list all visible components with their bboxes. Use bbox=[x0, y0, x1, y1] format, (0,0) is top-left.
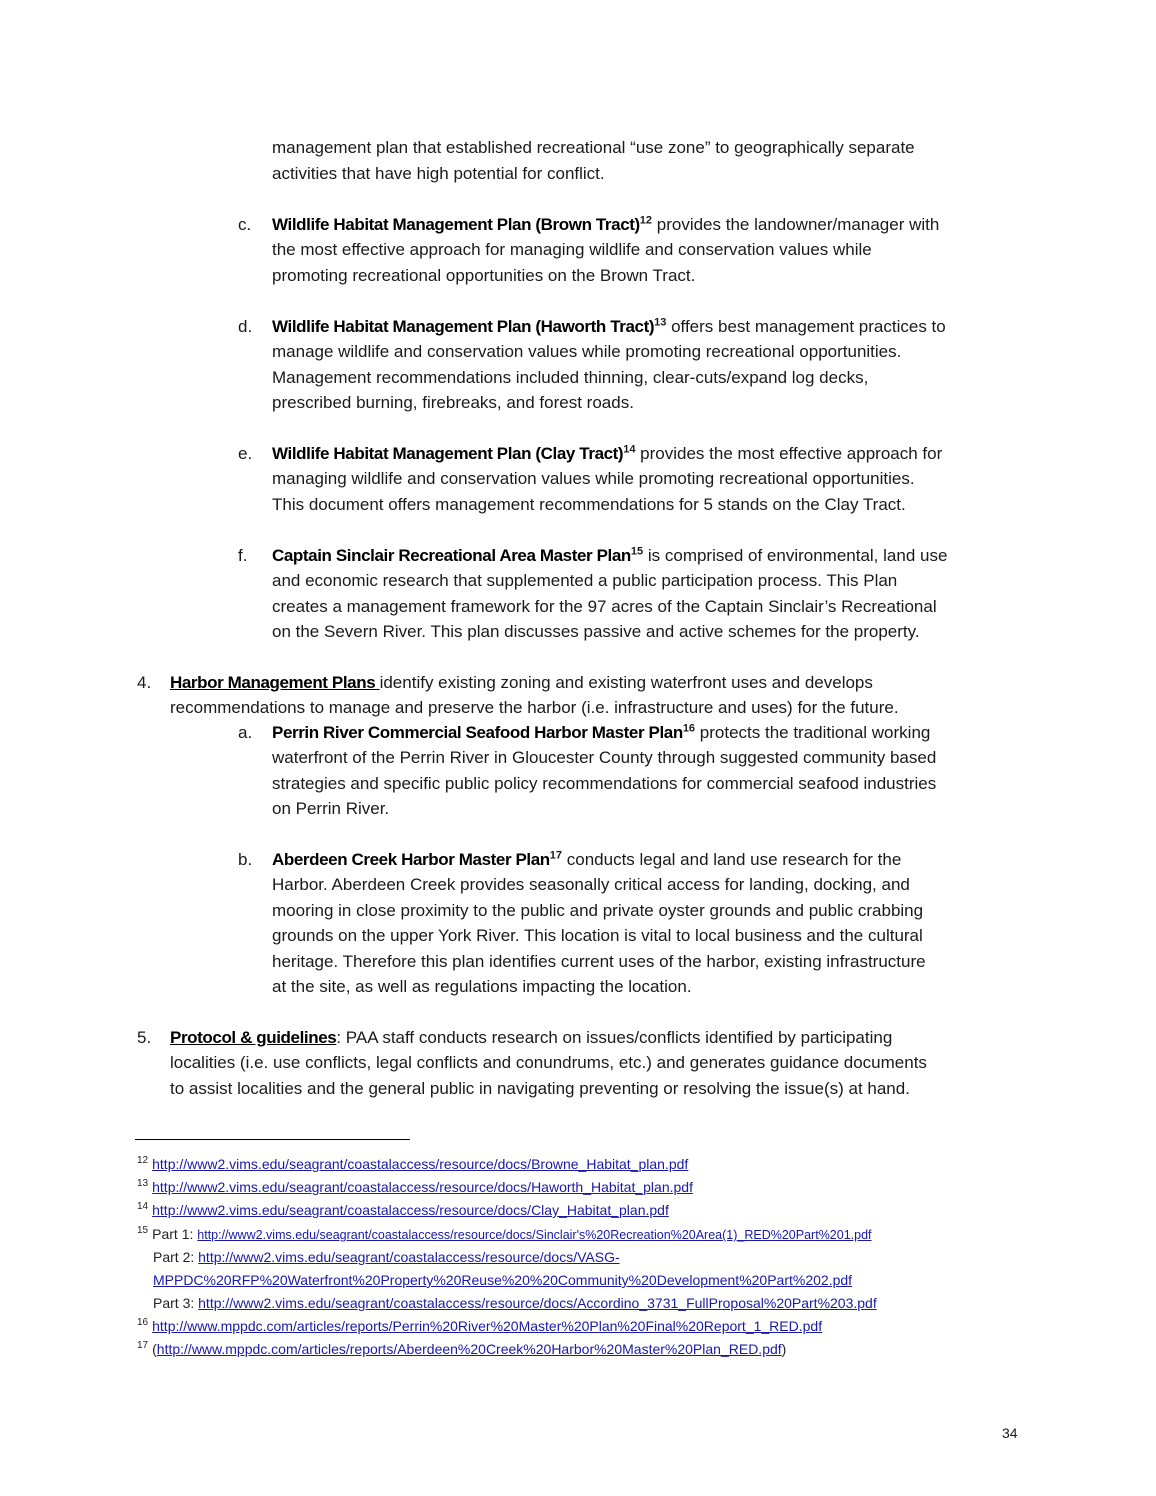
footnote-link[interactable]: http://www2.vims.edu/seagrant/coastalaccess/resource/docs/Haworth_Habitat_plan.pdf bbox=[152, 1179, 693, 1195]
page-number: 34 bbox=[1002, 1425, 1018, 1441]
list-item-line: creates a management framework for the 97 acres of the Captain Sinclair’s Recreational bbox=[272, 596, 937, 616]
footnote-ref[interactable]: 14 bbox=[623, 443, 636, 456]
list-item-line: prescribed burning, firebreaks, and forest roads. bbox=[272, 393, 634, 413]
list-item-first-line bbox=[272, 316, 946, 338]
list-item-line: at the site, as well as regulations impacting the location. bbox=[272, 977, 692, 996]
list-item-line: the most effective approach for managing wildlife and conservation values while bbox=[272, 240, 872, 260]
footnote-link[interactable]: http://www2.vims.edu/seagrant/coastalaccess/resource/docs/Browne_Habitat_plan.pdf bbox=[152, 1156, 689, 1172]
item-title: Wildlife Habitat Management Plan (Clay Tract) bbox=[272, 444, 624, 463]
item-title: Aberdeen Creek Harbor Master Plan bbox=[272, 850, 550, 869]
list-item-line: localities (i.e. use conflicts, legal conflicts and conundrums, etc.) and generates guidance documents bbox=[170, 1053, 927, 1073]
footnote bbox=[137, 1317, 822, 1335]
footnote-link[interactable]: http://www.mppdc.com/articles/reports/Aberdeen%20Creek%20Harbor%20Master%20Plan_RED.pdf bbox=[156, 1341, 782, 1357]
list-item-first-line bbox=[272, 214, 939, 236]
footnote-number: 12 bbox=[137, 1155, 149, 1167]
footnote bbox=[137, 1201, 669, 1219]
item-title: Protocol & guidelines bbox=[170, 1028, 337, 1047]
list-item-first-line bbox=[170, 1027, 892, 1049]
list-item-first-line bbox=[272, 443, 942, 465]
list-item-line: Management recommendations included thinning, clear-cuts/expand log decks, bbox=[272, 367, 869, 387]
list-marker: 5. bbox=[137, 1028, 152, 1047]
footnote-prefix: ( bbox=[152, 1341, 157, 1357]
footnote-link[interactable]: http://www2.vims.edu/seagrant/coastalaccess/resource/docs/Sinclair's%20Recreation%20Area(1)_RED%20Part%201.pdf bbox=[197, 1228, 872, 1242]
footnote bbox=[137, 1340, 786, 1358]
list-marker: c. bbox=[238, 215, 252, 234]
list-marker: e. bbox=[238, 444, 253, 463]
item-title: Wildlife Habitat Management Plan (Haworth Tract) bbox=[272, 317, 655, 336]
footnote bbox=[153, 1294, 877, 1312]
footnote-link[interactable]: http://www2.vims.edu/seagrant/coastalaccess/resource/docs/Clay_Habitat_plan.pdf bbox=[152, 1202, 669, 1218]
list-item-line: mooring in close proximity to the public and private oyster grounds and public crabbing bbox=[272, 900, 924, 920]
item-text: offers best management practices to bbox=[666, 317, 946, 336]
footnote-link[interactable]: http://www2.vims.edu/seagrant/coastalaccess/resource/docs/Accordino_3731_FullProposal%20Part%203.pdf bbox=[198, 1295, 877, 1311]
footnote-prefix: Part 1: bbox=[152, 1226, 198, 1242]
footnote bbox=[137, 1225, 872, 1244]
footnote-prefix: Part 3: bbox=[153, 1295, 199, 1311]
list-item-line: on Perrin River. bbox=[272, 799, 390, 819]
list-item-line: Harbor. Aberdeen Creek provides seasonally critical access for landing, docking, and bbox=[272, 875, 910, 895]
footnote-number: 16 bbox=[137, 1317, 149, 1329]
footnote-prefix: Part 2: bbox=[153, 1249, 199, 1265]
item-title: Wildlife Habitat Management Plan (Brown Tract) bbox=[272, 215, 640, 234]
item-text: is comprised of environmental, land use bbox=[643, 546, 948, 565]
footnote-suffix: ) bbox=[781, 1341, 787, 1357]
list-item-first-line bbox=[272, 722, 930, 744]
list-marker: 4. bbox=[137, 673, 152, 692]
item-text: provides the landowner/manager with bbox=[652, 215, 940, 234]
footnote-ref[interactable]: 17 bbox=[549, 849, 563, 862]
list-marker: f. bbox=[238, 546, 248, 565]
list-item-line: promoting recreational opportunities on the Brown Tract. bbox=[272, 265, 696, 285]
footnote-link[interactable]: MPPDC%20RFP%20Waterfront%20Property%20Reuse%20%20Community%20Development%20Part%202.pdf bbox=[153, 1272, 853, 1288]
list-item-first-line bbox=[272, 849, 901, 871]
footnote-number: 15 bbox=[137, 1225, 149, 1237]
list-marker: b. bbox=[238, 850, 253, 869]
item-title: Perrin River Commercial Seafood Harbor Master Plan bbox=[272, 723, 683, 742]
footnote-link[interactable]: http://www.mppdc.com/articles/reports/Perrin%20River%20Master%20Plan%20Final%20Report_1_RED.pdf bbox=[152, 1318, 823, 1334]
footnote-ref[interactable]: 13 bbox=[654, 316, 667, 329]
list-item-line: heritage. Therefore this plan identifies current uses of the harbor, existing infrastructure bbox=[272, 951, 926, 971]
item-text: : PAA staff conducts research on issues/conflicts identified by participating bbox=[336, 1028, 893, 1047]
footnote bbox=[137, 1178, 693, 1196]
list-item-line: manage wildlife and conservation values while promoting recreational opportunities. bbox=[272, 342, 902, 362]
footnote bbox=[153, 1248, 620, 1266]
list-item-line: waterfront of the Perrin River in Gloucester County through suggested community based bbox=[272, 748, 937, 768]
item-text: protects the traditional working bbox=[695, 723, 931, 742]
footnote-number: 14 bbox=[137, 1201, 149, 1213]
footnote-ref[interactable]: 12 bbox=[639, 214, 653, 227]
list-item-first-line bbox=[170, 672, 873, 694]
footnote-separator bbox=[135, 1139, 410, 1140]
footnote-number: 17 bbox=[137, 1340, 149, 1352]
footnote-number: 13 bbox=[137, 1178, 149, 1190]
list-item-line: grounds on the upper York River. This location is vital to local business and the cultural bbox=[272, 926, 923, 946]
footnote bbox=[137, 1155, 688, 1173]
paragraph-line: activities that have high potential for conflict. bbox=[272, 164, 605, 183]
footnote-ref[interactable]: 15 bbox=[630, 545, 644, 558]
footnote bbox=[153, 1271, 852, 1289]
list-item-line: managing wildlife and conservation values while promoting recreational opportunities. bbox=[272, 469, 915, 489]
list-item-line: recommendations to manage and preserve the harbor (i.e. infrastructure and uses) for the future. bbox=[170, 698, 899, 718]
list-marker: a. bbox=[238, 723, 253, 742]
item-text: conducts legal and land use research for the bbox=[562, 850, 902, 869]
list-marker: d. bbox=[238, 317, 253, 336]
list-item-line: and economic research that supplemented a public participation process. This Plan bbox=[272, 571, 898, 591]
list-item-line: on the Severn River. This plan discusses passive and active schemes for the property. bbox=[272, 622, 920, 642]
item-title: Captain Sinclair Recreational Area Master Plan bbox=[272, 546, 631, 565]
list-item-line: to assist localities and the general public in navigating preventing or resolving the issue(s) at hand. bbox=[170, 1078, 910, 1098]
item-title: Harbor Management Plans bbox=[170, 673, 380, 692]
paragraph-line: management plan that established recreational “use zone” to geographically separate bbox=[272, 138, 915, 157]
item-text: identify existing zoning and existing waterfront uses and develops bbox=[379, 673, 873, 692]
list-item-line: This document offers management recommendations for 5 stands on the Clay Tract. bbox=[272, 494, 906, 514]
list-item-line: strategies and specific public policy recommendations for commercial seafood industries bbox=[272, 773, 937, 793]
item-text: provides the most effective approach for bbox=[635, 444, 943, 463]
footnote-link[interactable]: http://www2.vims.edu/seagrant/coastalaccess/resource/docs/VASG- bbox=[198, 1249, 620, 1265]
list-item-first-line bbox=[272, 545, 947, 567]
footnote-ref[interactable]: 16 bbox=[682, 722, 696, 735]
